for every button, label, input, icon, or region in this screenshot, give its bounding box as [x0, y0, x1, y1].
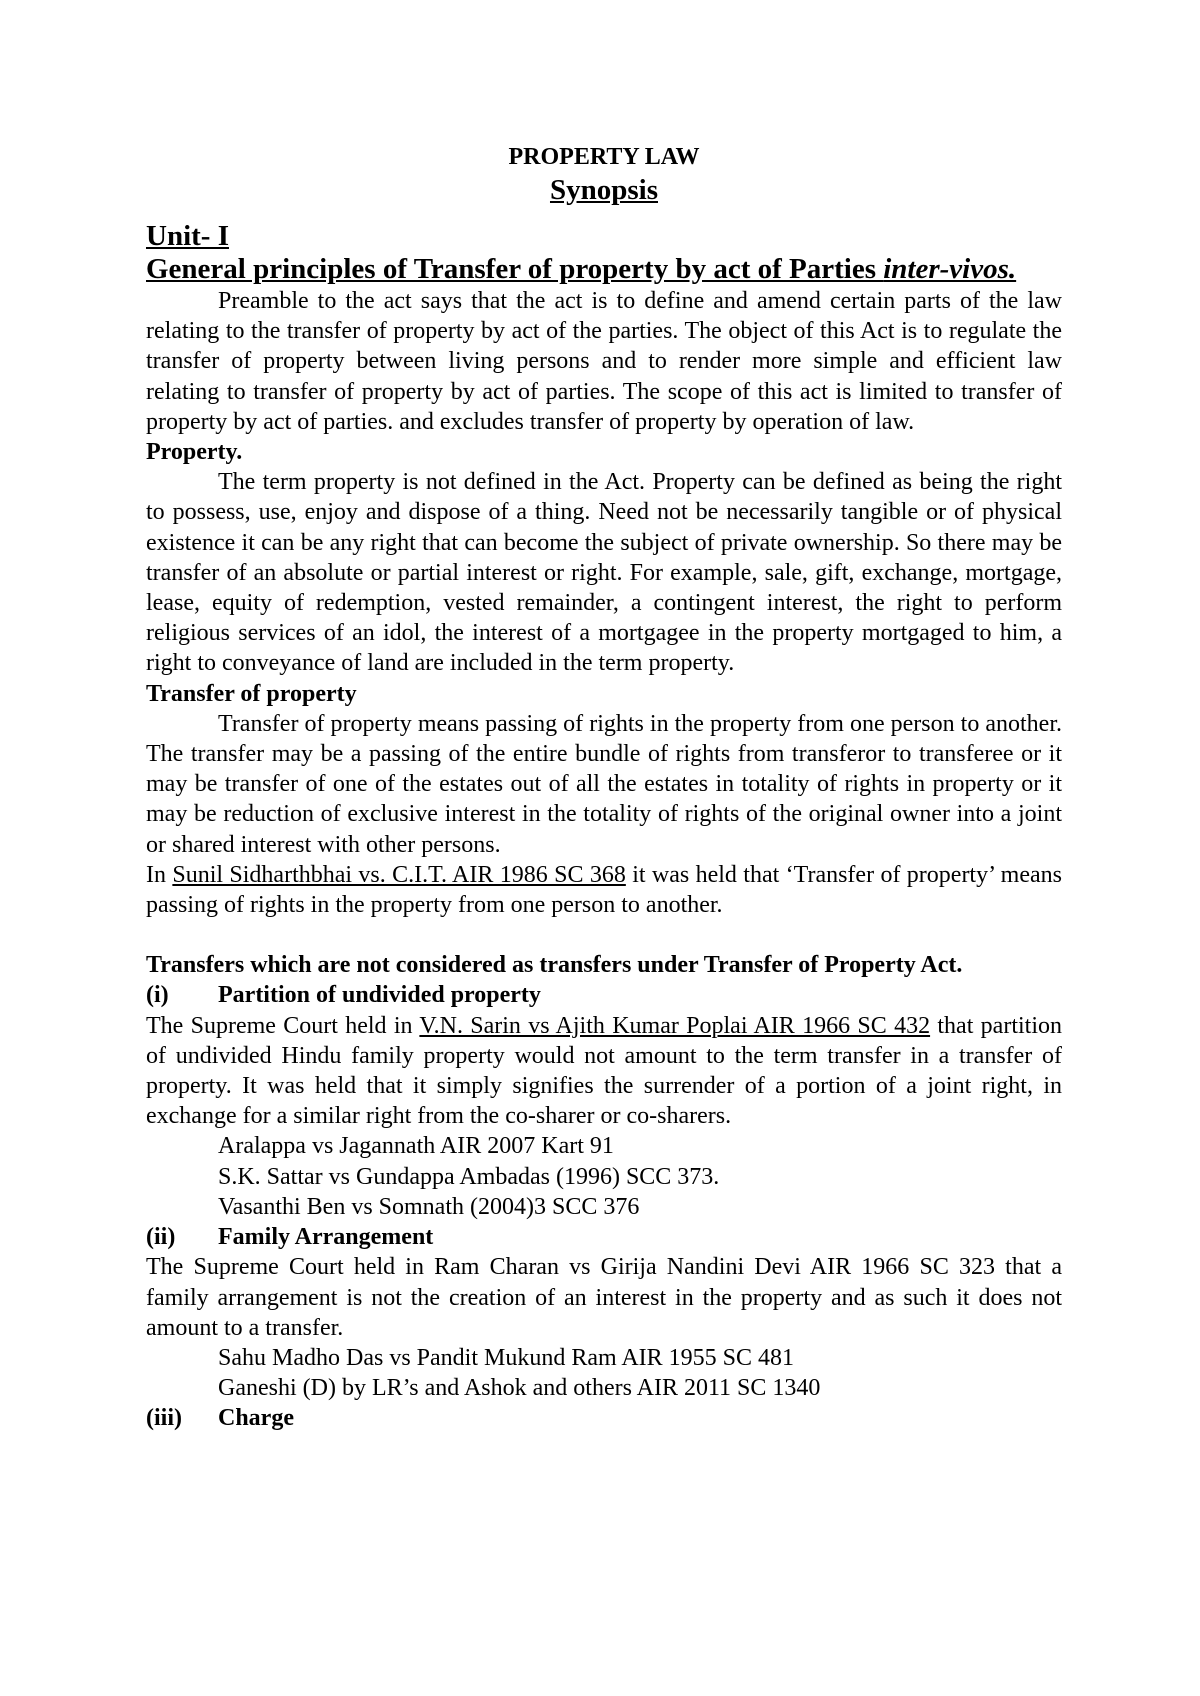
item-number: (ii): [146, 1224, 176, 1251]
case-citation: Vasanthi Ben vs Somnath (2004)3 SCC 376: [218, 1193, 640, 1220]
sunil-case-citation: Sunil Sidharthbhai vs. C.I.T. AIR 1986 SC 368: [172, 861, 626, 888]
family-arrangement-paragraph: The Supreme Court held in Ram Charan vs Girija Nandini Devi AIR 1966 SC 323 that a family arrangement is not the creation of an interest in the property and as such it does not amount to a transfer.: [146, 1254, 1062, 1341]
item-title: Family Arrangement: [218, 1224, 434, 1251]
document-subtitle: Synopsis: [549, 174, 658, 206]
property-paragraph: The term property is not defined in the Act. Property can be defined as being the right to possess, use, enjoy and dispose of a thing. Need not be necessarily tangible or of physical existence it can be any right that can become the subject of private ownership. So there may be transfer of an absolute or partial interest or right. For example, sale, gift, exchange, mortgage, lease, equity of redemption, vested remainder, a contingent interest, the right to perform religious services of an idol, the interest of a mortgagee in the property mortgaged to him, a right to conveyance of land are included in the term property.: [146, 469, 1062, 677]
unit-label: Unit- I: [146, 220, 229, 252]
case-citation: Aralappa vs Jagannath AIR 2007 Kart 91: [218, 1133, 614, 1160]
transfer-paragraph: Transfer of property means passing of rights in the property from one person to another. The transfer may be a passing of the entire bundle of rights from transferor to transferee or it may be transfer of one of the estates out of all the estates in totality of rights in property or it may be reduction of exclusive interest in the totality of rights of the original owner into a joint or shared interest with other persons.: [146, 710, 1062, 858]
item-family-arrangement-heading: [146, 1222, 1062, 1252]
partition-pre: The Supreme Court held in: [146, 1012, 420, 1039]
case-citation: Ganeshi (D) by LR’s and Ashok and others AIR 2011 SC 1340: [218, 1375, 821, 1402]
item-title: Charge: [218, 1405, 294, 1432]
partition-post: that partition of undivided Hindu family property would not amount to the term transfer in a transfer of property. It was held that it simply signifies the surrender of a portion of a joint right, in exchange for a similar right from the co-sharer or co-sharers.: [146, 1012, 1062, 1130]
spacer: [146, 920, 1062, 950]
document-title: PROPERTY LAW: [508, 144, 700, 170]
item-partition-heading: [146, 980, 1062, 1010]
unit-heading-italic: inter-vivos.: [883, 253, 1017, 285]
case-citation: S.K. Sattar vs Gundappa Ambadas (1996) SCC 373.: [218, 1163, 720, 1190]
transfer-heading: Transfer of property: [146, 680, 357, 707]
unit-heading: [146, 253, 1062, 286]
case-citation: Sahu Madho Das vs Pandit Mukund Ram AIR 1955 SC 481: [218, 1344, 795, 1371]
item-number: (iii): [146, 1405, 182, 1432]
sunil-post: it was held that ‘Transfer of property’ means passing of rights in the property from one person to another.: [146, 861, 1062, 919]
item-charge-heading: [146, 1403, 1062, 1433]
sarin-case-citation: V.N. Sarin vs Ajith Kumar Poplai AIR 1966 SC 432: [419, 1012, 931, 1039]
not-transfers-heading: Transfers which are not considered as transfers under Transfer of Property Act.: [146, 952, 963, 979]
property-heading: Property.: [146, 439, 243, 466]
preamble-paragraph: Preamble to the act says that the act is to define and amend certain parts of the law relating to the transfer of property by act of the parties. The object of this Act is to regulate the transfer of property between living persons and to render more simple and efficient law relating to transfer of property by act of parties. The scope of this act is limited to transfer of property by act of parties. and excludes transfer of property by operation of law.: [146, 288, 1062, 435]
unit-heading-main: General principles of Transfer of property by act of Parties: [146, 253, 884, 285]
sunil-case-paragraph: [146, 860, 1062, 920]
partition-paragraph: [146, 1011, 1062, 1132]
item-number: (i): [146, 982, 169, 1009]
item-title: Partition of undivided property: [218, 982, 541, 1009]
sunil-pre: In: [146, 861, 173, 888]
